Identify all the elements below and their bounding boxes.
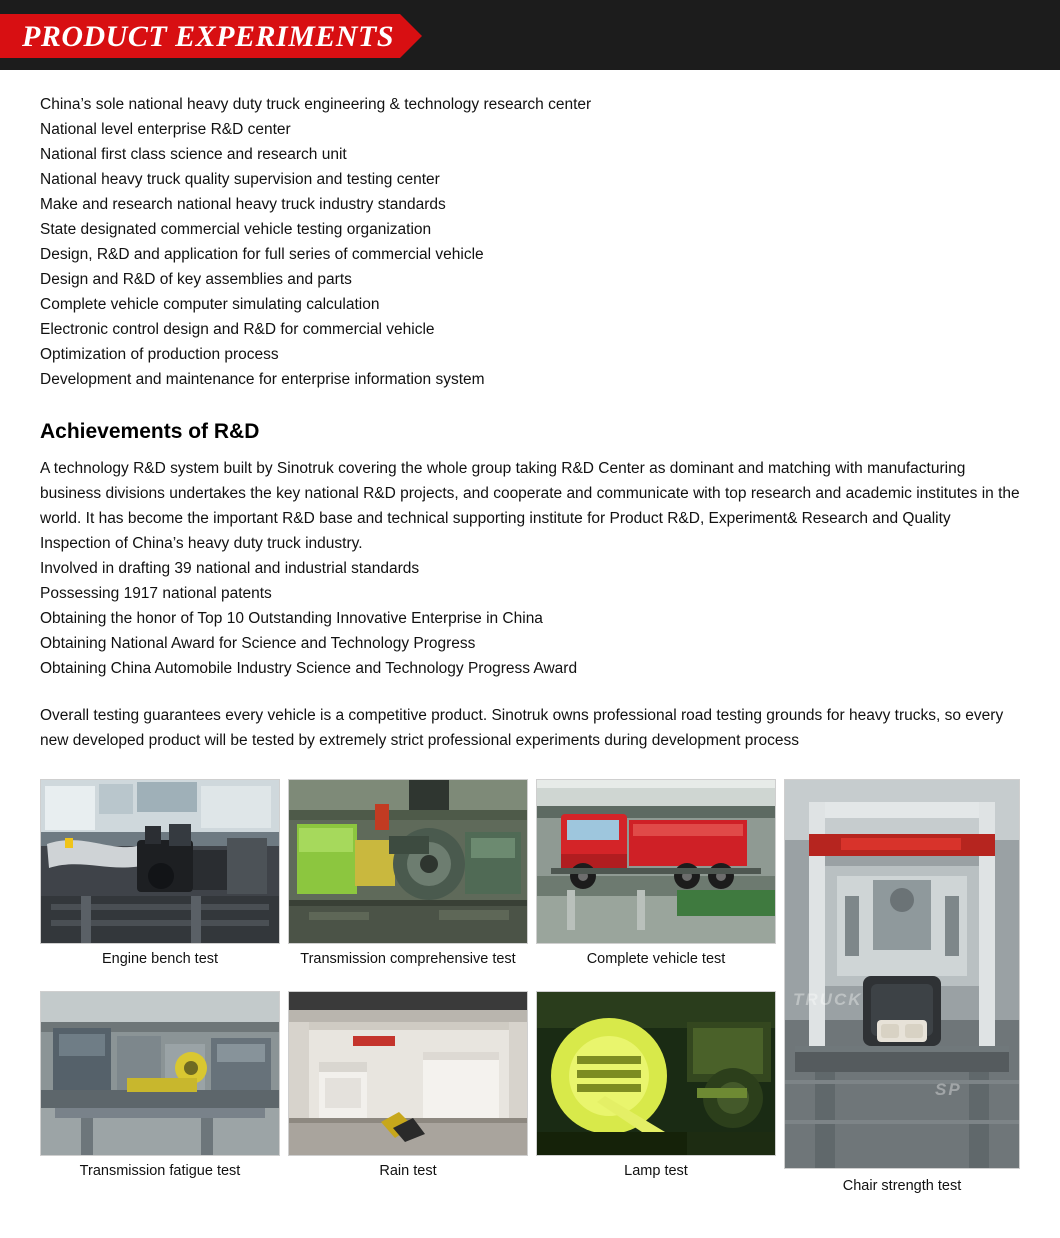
engine-bench-image	[41, 780, 279, 943]
caption-engine-bench: Engine bench test	[101, 951, 219, 967]
list-item: Possessing 1917 national patents	[40, 585, 272, 602]
list-item: Design and R&D of key assemblies and parts	[40, 271, 352, 288]
list-item: Make and research national heavy truck industry standards	[40, 196, 446, 213]
list-item: Development and maintenance for enterprise information system	[40, 371, 485, 388]
intro-list	[40, 92, 1020, 392]
photo-chair-strength	[784, 779, 1020, 1169]
gallery-cell-rain	[288, 991, 528, 1180]
list-item: State designated commercial vehicle testing organization	[40, 221, 432, 238]
photo-engine-bench	[40, 779, 280, 944]
list-item: Obtaining National Award for Science and Technology Progress	[40, 635, 476, 652]
list-item: National first class science and research unit	[40, 146, 347, 163]
list-item: Involved in drafting 39 national and industrial standards	[40, 560, 420, 577]
transmission-fatigue-image	[41, 992, 279, 1155]
gallery-cell-transmission-comprehensive	[288, 779, 528, 968]
photo-rain	[288, 991, 528, 1156]
gallery-cell-chair-strength	[784, 779, 1020, 1195]
watermark-text: TRUCK	[793, 990, 863, 1009]
caption-chair-strength: Chair strength test	[842, 1178, 962, 1194]
caption-complete-vehicle: Complete vehicle test	[586, 951, 726, 967]
photo-transmission-comprehensive	[288, 779, 528, 944]
watermark-text: SP	[935, 1080, 962, 1099]
list-item: Obtaining the honor of Top 10 Outstanding Innovative Enterprise in China	[40, 610, 543, 627]
gallery-cell-complete-vehicle	[536, 779, 776, 968]
transmission-comprehensive-image	[289, 780, 527, 943]
list-item: Design, R&D and application for full series of commercial vehicle	[40, 246, 484, 263]
list-item: National level enterprise R&D center	[40, 121, 291, 138]
page-header-banner	[0, 0, 1060, 70]
list-item: Complete vehicle computer simulating calculation	[40, 296, 380, 313]
photo-complete-vehicle	[536, 779, 776, 944]
page-content	[0, 70, 1060, 1199]
rain-test-image	[289, 992, 527, 1155]
list-item: National heavy truck quality supervision and testing center	[40, 171, 440, 188]
lamp-test-image	[537, 992, 775, 1155]
closing-paragraph: Overall testing guarantees every vehicle is a competitive product. Sinotruk owns professional road testing grounds for heavy trucks, so every new developed product will be tested by extremely strict professional experiments during development process	[40, 707, 1004, 749]
gallery-cell-lamp	[536, 991, 776, 1180]
achievements-paragraph: A technology R&D system built by Sinotruk covering the whole group taking R&D Center as dominant and matching with manufacturing business divisions undertakes the key national R&D projects, and cooperate and communicate with top research and academic institutes in the world. It has become the important R&D base and technical supporting institute for Product R&D, Experiment& Research and Quality Inspection of China’s heavy duty truck industry.	[40, 460, 1020, 552]
photo-transmission-fatigue	[40, 991, 280, 1156]
achievements-list	[40, 556, 1020, 681]
caption-rain: Rain test	[379, 1163, 437, 1179]
chair-strength-image	[785, 780, 1019, 1168]
gallery-cell-engine-bench	[40, 779, 280, 968]
caption-lamp: Lamp test	[624, 1163, 688, 1179]
list-item: Electronic control design and R&D for commercial vehicle	[40, 321, 435, 338]
caption-transmission-fatigue: Transmission fatigue test	[79, 1163, 241, 1179]
page-title: PRODUCT EXPERIMENTS	[22, 20, 395, 53]
gallery-cell-transmission-fatigue	[40, 991, 280, 1180]
photo-lamp	[536, 991, 776, 1156]
achievements-heading: Achievements of R&D	[40, 420, 260, 443]
list-item: Optimization of production process	[40, 346, 279, 363]
photo-gallery	[40, 779, 1020, 1199]
caption-transmission-comprehensive: Transmission comprehensive test	[300, 951, 516, 967]
list-item: China’s sole national heavy duty truck engineering & technology research center	[40, 96, 592, 113]
complete-vehicle-image	[537, 780, 775, 943]
list-item: Obtaining China Automobile Industry Science and Technology Progress Award	[40, 660, 578, 677]
